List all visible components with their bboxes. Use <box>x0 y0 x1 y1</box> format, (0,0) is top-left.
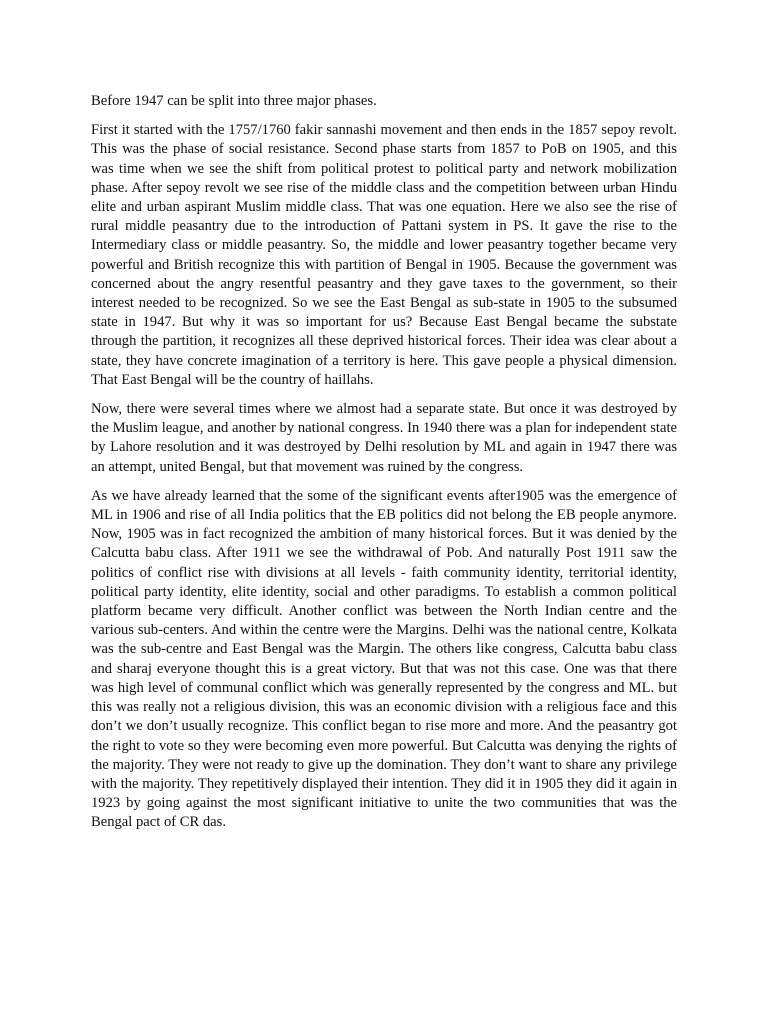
paragraph-separate-state: Now, there were several times where we almost had a separate state. But once it was destroyed by the Muslim league, and another by national congress. In 1940 there was a plan for independent state by Lahore resolution and it was destroyed by Delhi resolution by ML and again in 1947 there was an attempt, united Bengal, but that movement was ruined by the congress. <box>91 401 677 475</box>
document-page <box>91 92 677 843</box>
paragraph-intro: Before 1947 can be split into three major phases. <box>91 93 377 109</box>
paragraph-phases: First it started with the 1757/1760 fakir sannashi movement and then ends in the 1857 sepoy revolt. This was the phase of social resistance. Second phase starts from 1857 to PoB on 1905, and this was time when we see the shift from political protest to political party and network mobilization phase. After sepoy revolt we see rise of the middle class and the competition between urban Hindu elite and urban aspirant Muslim middle class. That was one equation. Here we also see the rise of rural middle peasantry due to the introduction of Pattani system in PS. It gave the rise to the Intermediary class or middle peasantry. So, the middle and lower peasantry together became very powerful and British recognize this with partition of Bengal in 1905. Because the government was concerned about the angry resentful peasantry and they gave taxes to the government, so their interest needed to be recognized. So we see the East Bengal as sub-state in 1905 to the subsumed state in 1947. But why it was so important for us? Because East Bengal became the substate through the partition, it recognizes all these deprived historical forces. Their idea was clear about a state, they have concrete imagination of a territory is here. This gave people a physical dimension. That East Bengal will be the country of haillahs. <box>91 122 677 388</box>
paragraph-after-1905: As we have already learned that the some of the significant events after1905 was the emergence of ML in 1906 and rise of all India politics that the EB politics did not belong the EB people anymore. Now, 1905 was in fact recognized the ambition of many historical forces. But it was denied by the Calcutta babu class. After 1911 we see the withdrawal of Pob. And naturally Post 1911 saw the politics of conflict rise with divisions at all levels - faith community identity, territorial identity, political party identity, elite identity, social and other paradigms. To establish a common political platform became very difficult. Another conflict was between the North Indian centre and the various sub-centers. And within the centre were the Margins. Delhi was the national centre, Kolkata was the sub-centre and East Bengal was the Margin. The others like congress, Calcutta babu class and sharaj everyone thought this is a great victory. But that was not this case. One was that there was high level of communal conflict which was generally represented by the congress and ML. but this was really not a religious division, this was an economic division with a religious face and this don’t we don’t usually recognize. This conflict began to rise more and more. And the peasantry got the right to vote so they were becoming even more powerful. But Calcutta was denying the rights of the majority. They were not ready to give up the domination. They don’t want to share any privilege with the majority. They repetitively displayed their intention. They did it in 1905 they did it again in 1923 by going against the most significant initiative to unite the two communities that was the Bengal pact of CR das. <box>91 487 677 831</box>
